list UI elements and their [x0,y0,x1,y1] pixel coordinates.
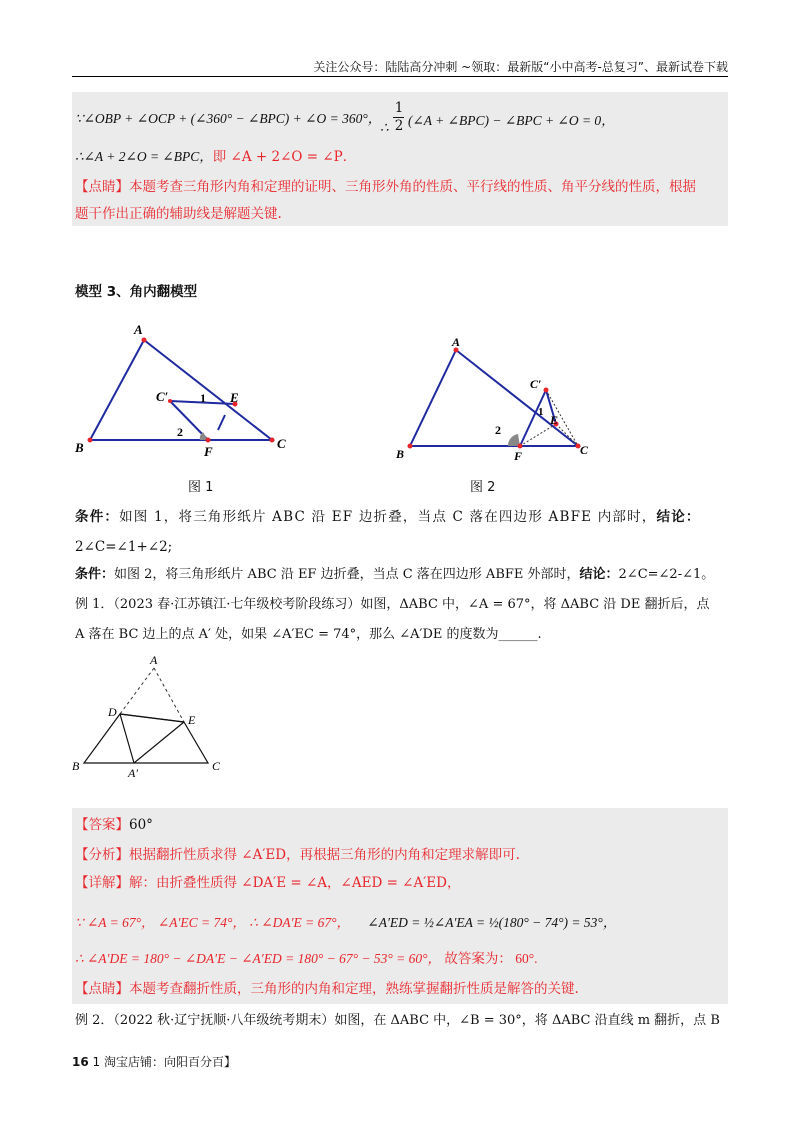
fig2-label-e: E [550,413,559,427]
condition-1-conclusion: 2∠C=∠1+∠2; [75,539,173,555]
ex1-segment-de [120,714,184,722]
ex1-label-d: D [108,705,117,719]
fig1-label-e: E [230,390,239,405]
figure-2 [390,338,600,468]
analysis-line: 【分析】根据翻折性质求得 ∠A′ED，再根据三角形的内角和定理求解即可. [75,847,520,863]
ex1-label-c: C [212,759,221,773]
figure-2-caption: 图 2 [470,480,496,495]
block1-line1b-rest: (∠A + ∠BPC) − ∠BPC + ∠O = 0， [408,113,615,128]
page-number: 16 [72,1055,89,1069]
fig1-label-a: A [134,322,143,337]
block1-line2: ∴∠A + 2∠O = ∠BPC，即 ∠A + 2∠O = ∠P． [75,149,357,165]
ex1-label-aprime: A′ [128,766,138,780]
solution-block-2 [72,808,728,1004]
fig1-point-f [206,438,211,443]
because-line: ∵ ∠A = 67°， ∠A′EC = 74°， ∴ ∠DA′E = 67°， ∠A′ED = ½∠A′EA = ½(180° − 74°) = 53°， [75,915,617,930]
fraction-numerator: 1 [394,100,404,116]
detail-line: 【详解】解：由折叠性质得 ∠DA′E = ∠A，∠AED = ∠A′ED， [75,875,461,891]
fig1-label-2: 2 [177,425,183,439]
ex1-label-b: B [72,759,80,773]
page-footer: 16 1 淘宝店铺：向阳百分百】 [72,1055,236,1069]
block1-tip-line1: 【点睛】本题考查三角形内角和定理的证明、三角形外角的性质、平行线的性质、角平分线的性质，根据 [75,179,696,195]
example-1-line1: 例 1．（2023 春·江苏镇江·七年级校考阶段练习）如图，ΔABC 中，∠A = 67°，将 ΔABC 沿 DE 翻折后，点 [75,597,710,612]
fig2-point-b [408,444,413,449]
fig1-point-a [142,338,147,343]
example-1-figure [66,650,236,780]
page-header: 关注公众号：陆陆高分冲刺 ~领取：最新版“小中高考-总复习”、最新试卷下载 [313,60,728,74]
ex1-label-a: A [150,653,158,667]
block1-line1a: ∵∠OBP + ∠OCP + (∠360° − ∠BPC) + ∠O = 360°， [75,111,382,126]
fig2-label-b: B [396,447,405,461]
fig1-label-b: B [75,440,84,455]
fig2-triangle [410,350,578,446]
fig1-label-1: 1 [200,391,206,405]
fig2-label-2: 2 [495,423,501,437]
ex1-dashed-ae [154,668,184,722]
fig1-label-f: F [204,444,213,459]
ex1-segment-daprime [120,714,134,763]
header-divider [72,76,728,77]
fig2-label-c: C [580,443,589,457]
therefore-symbol: ∴ [380,120,389,135]
therefore-line: ∴ ∠A′DE = 180° − ∠DA′E − ∠A′ED = 180° − 67° − 53° = 60°， 故答案为： 60°. [75,951,538,966]
fig1-point-c [270,438,275,443]
fig2-angle2-marker [508,434,520,446]
condition-1: 条件：如图 1，将三角形纸片 ABC 沿 EF 边折叠，当点 C 落在四边形 ABFE 内部时，结论： [75,509,701,525]
fig2-label-a: A [452,338,461,349]
fig1-point-cprime [168,399,172,403]
figure-1-caption: 图 1 [188,480,214,495]
model-title: 模型 3、角内翻模型 [75,284,198,300]
example-1-line2: A 落在 BC 边上的点 A′ 处，如果 ∠A′EC = 74°，那么 ∠A′DE 的度数为______. [75,627,542,642]
ex1-segment-eaprime [134,722,184,763]
fig1-label-c: C [277,436,286,451]
fig1-label-cprime: C′ [156,389,169,404]
fig1-point-b [88,438,93,443]
fig1-fold-line [218,415,225,430]
condition-2: 条件：如图 2，将三角形纸片 ABC 沿 EF 边折叠，当点 C 落在四边形 ABFE 外部时，结论：2∠C=∠2-∠1。 [75,567,715,582]
tip-line: 【点睛】本题考查翻折性质，三角形的内角和定理，熟练掌握翻折性质是解答的关键. [75,981,579,997]
fraction-denominator: 2 [394,118,404,134]
fig2-label-1: 1 [538,406,544,418]
block1-tip-line2: 题干作出正确的辅助线是解题关键. [75,206,282,222]
fig2-point-f [518,444,523,449]
fig2-label-cprime: C′ [530,377,542,391]
fig2-label-f: F [514,449,523,463]
fig2-point-cprime [544,388,549,393]
figure-1 [70,318,300,468]
answer-line: 【答案】60° [75,817,153,833]
ex1-label-e: E [188,713,196,727]
ex1-dashed-ad [120,668,154,714]
example-2-line1: 例 2．（2022 秋·辽宁抚顺·八年级统考期末）如图，在 ΔABC 中，∠B = 30°，将 ΔABC 沿直线 m 翻折，点 B [75,1013,720,1028]
